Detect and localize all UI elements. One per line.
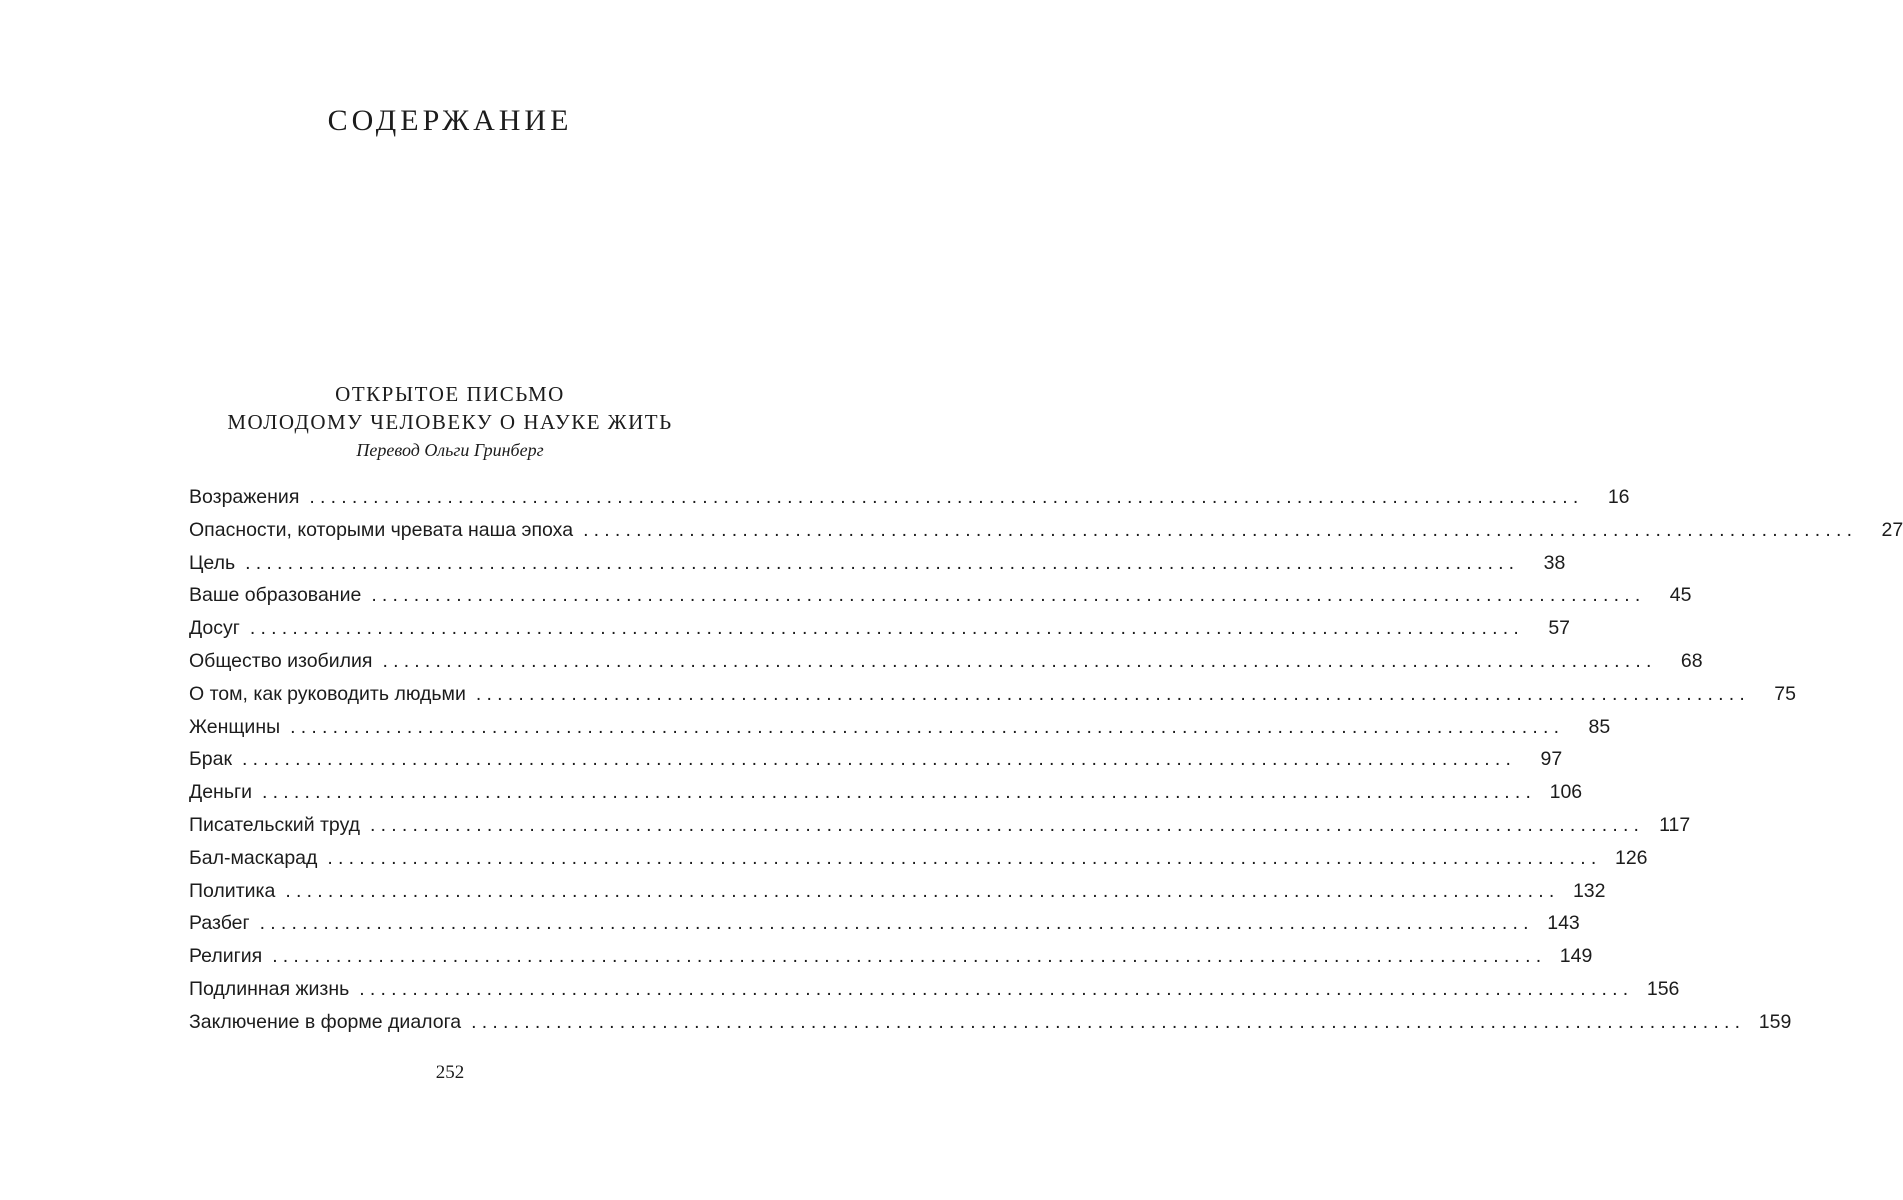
dot-leader: ........................................................................................................................: [259, 912, 1534, 935]
toc-entry-title: Писательский труд: [189, 813, 361, 836]
toc-entry: [189, 907, 1580, 940]
toc-entry: [189, 514, 1903, 547]
toc-entry-title: Религия: [189, 945, 263, 968]
toc-entry-title: Женщины: [189, 715, 281, 738]
toc-entry-title: Возражения: [189, 486, 300, 508]
toc-entry: [189, 579, 1692, 612]
table-of-contents: [189, 481, 1903, 1039]
toc-entry-page: 132: [1572, 879, 1606, 902]
toc-entry: [189, 678, 1796, 711]
dot-leader: ........................................................................................................................: [262, 781, 1537, 804]
dot-leader: ........................................................................................................................: [290, 715, 1565, 738]
toc-entry-page: 143: [1547, 912, 1580, 935]
toc-entry: [189, 481, 1630, 514]
section-title: [0, 380, 900, 436]
toc-entry: [189, 842, 1648, 875]
dot-leader: ........................................................................................................................: [242, 748, 1517, 771]
toc-entry-page: 68: [1680, 649, 1703, 672]
dot-leader: ........................................................................................................................: [471, 1010, 1746, 1033]
toc-entry-title: Ваше образование: [189, 584, 362, 607]
translator-credit: Перевод Ольги Гринберг: [356, 440, 544, 460]
toc-entry-page: 97: [1540, 748, 1563, 771]
toc-entry-title: Политика: [189, 879, 276, 902]
toc-entry: [189, 612, 1571, 645]
dot-leader: ........................................................................................................................: [245, 551, 1520, 574]
dot-leader: ........................................................................................................................: [285, 879, 1560, 902]
toc-entry: [189, 1006, 1792, 1039]
dot-leader: ........................................................................................................................: [327, 846, 1602, 869]
toc-entry: [189, 940, 1593, 973]
dot-leader: ........................................................................................................................: [272, 945, 1547, 968]
toc-entry: [189, 809, 1691, 842]
toc-entry-title: Брак: [189, 748, 233, 771]
page-title: СОДЕРЖАНИЕ: [327, 104, 573, 137]
toc-entry-page: 156: [1646, 977, 1680, 1000]
toc-entry-page: 75: [1774, 682, 1796, 705]
toc-entry-page: 16: [1607, 486, 1630, 508]
toc-entry-title: Досуг: [189, 617, 240, 640]
toc-entry-title: Подлинная жизнь: [189, 977, 350, 1000]
page-number: 252: [435, 1062, 465, 1083]
toc-entry-page: 45: [1669, 584, 1692, 607]
toc-entry: [189, 776, 1583, 809]
toc-entry-page: 117: [1659, 813, 1691, 836]
toc-entry-title: Бал-маскарад: [189, 846, 318, 869]
dot-leader: ........................................................................................................................: [370, 813, 1645, 836]
toc-entry: [189, 711, 1611, 744]
toc-entry-page: 85: [1588, 715, 1611, 738]
dot-leader: ........................................................................................................................: [475, 682, 1750, 705]
toc-entry: [189, 645, 1703, 678]
toc-entry-title: Разбег: [189, 912, 250, 935]
dot-leader: ........................................................................................................................: [382, 649, 1657, 672]
toc-entry-title: Деньги: [189, 781, 252, 804]
toc-entry: [189, 547, 1566, 580]
toc-entry-page: 106: [1549, 781, 1583, 804]
section-title-line-1: ОТКРЫТОЕ ПИСЬМО: [335, 382, 565, 406]
toc-entry-title: О том, как руководить людьми: [189, 682, 466, 705]
dot-leader: ........................................................................................................................: [583, 518, 1858, 541]
dot-leader: ........................................................................................................................: [249, 617, 1525, 640]
toc-entry-title: Заключение в форме диалога: [189, 1010, 462, 1033]
toc-entry-page: 159: [1758, 1010, 1792, 1033]
dot-leader: ........................................................................................................................: [371, 584, 1646, 607]
toc-entry: [189, 875, 1606, 908]
toc-entry: [189, 743, 1563, 776]
toc-entry-page: 27: [1881, 518, 1903, 541]
toc-entry: [189, 973, 1680, 1006]
toc-entry-page: 38: [1543, 551, 1566, 574]
toc-entry-title: Общество изобилия: [189, 649, 373, 672]
section-title-line-2: МОЛОДОМУ ЧЕЛОВЕКУ О НАУКЕ ЖИТЬ: [227, 410, 673, 434]
toc-entry-page: 126: [1614, 846, 1648, 869]
dot-leader: ........................................................................................................................: [359, 977, 1634, 1000]
toc-entry-title: Цель: [189, 551, 236, 574]
toc-entry-page: 149: [1559, 945, 1593, 968]
dot-leader: ........................................................................................................................: [309, 486, 1584, 508]
toc-entry-title: Опасности, которыми чревата наша эпоха: [189, 518, 574, 541]
toc-entry-page: 57: [1548, 617, 1571, 640]
